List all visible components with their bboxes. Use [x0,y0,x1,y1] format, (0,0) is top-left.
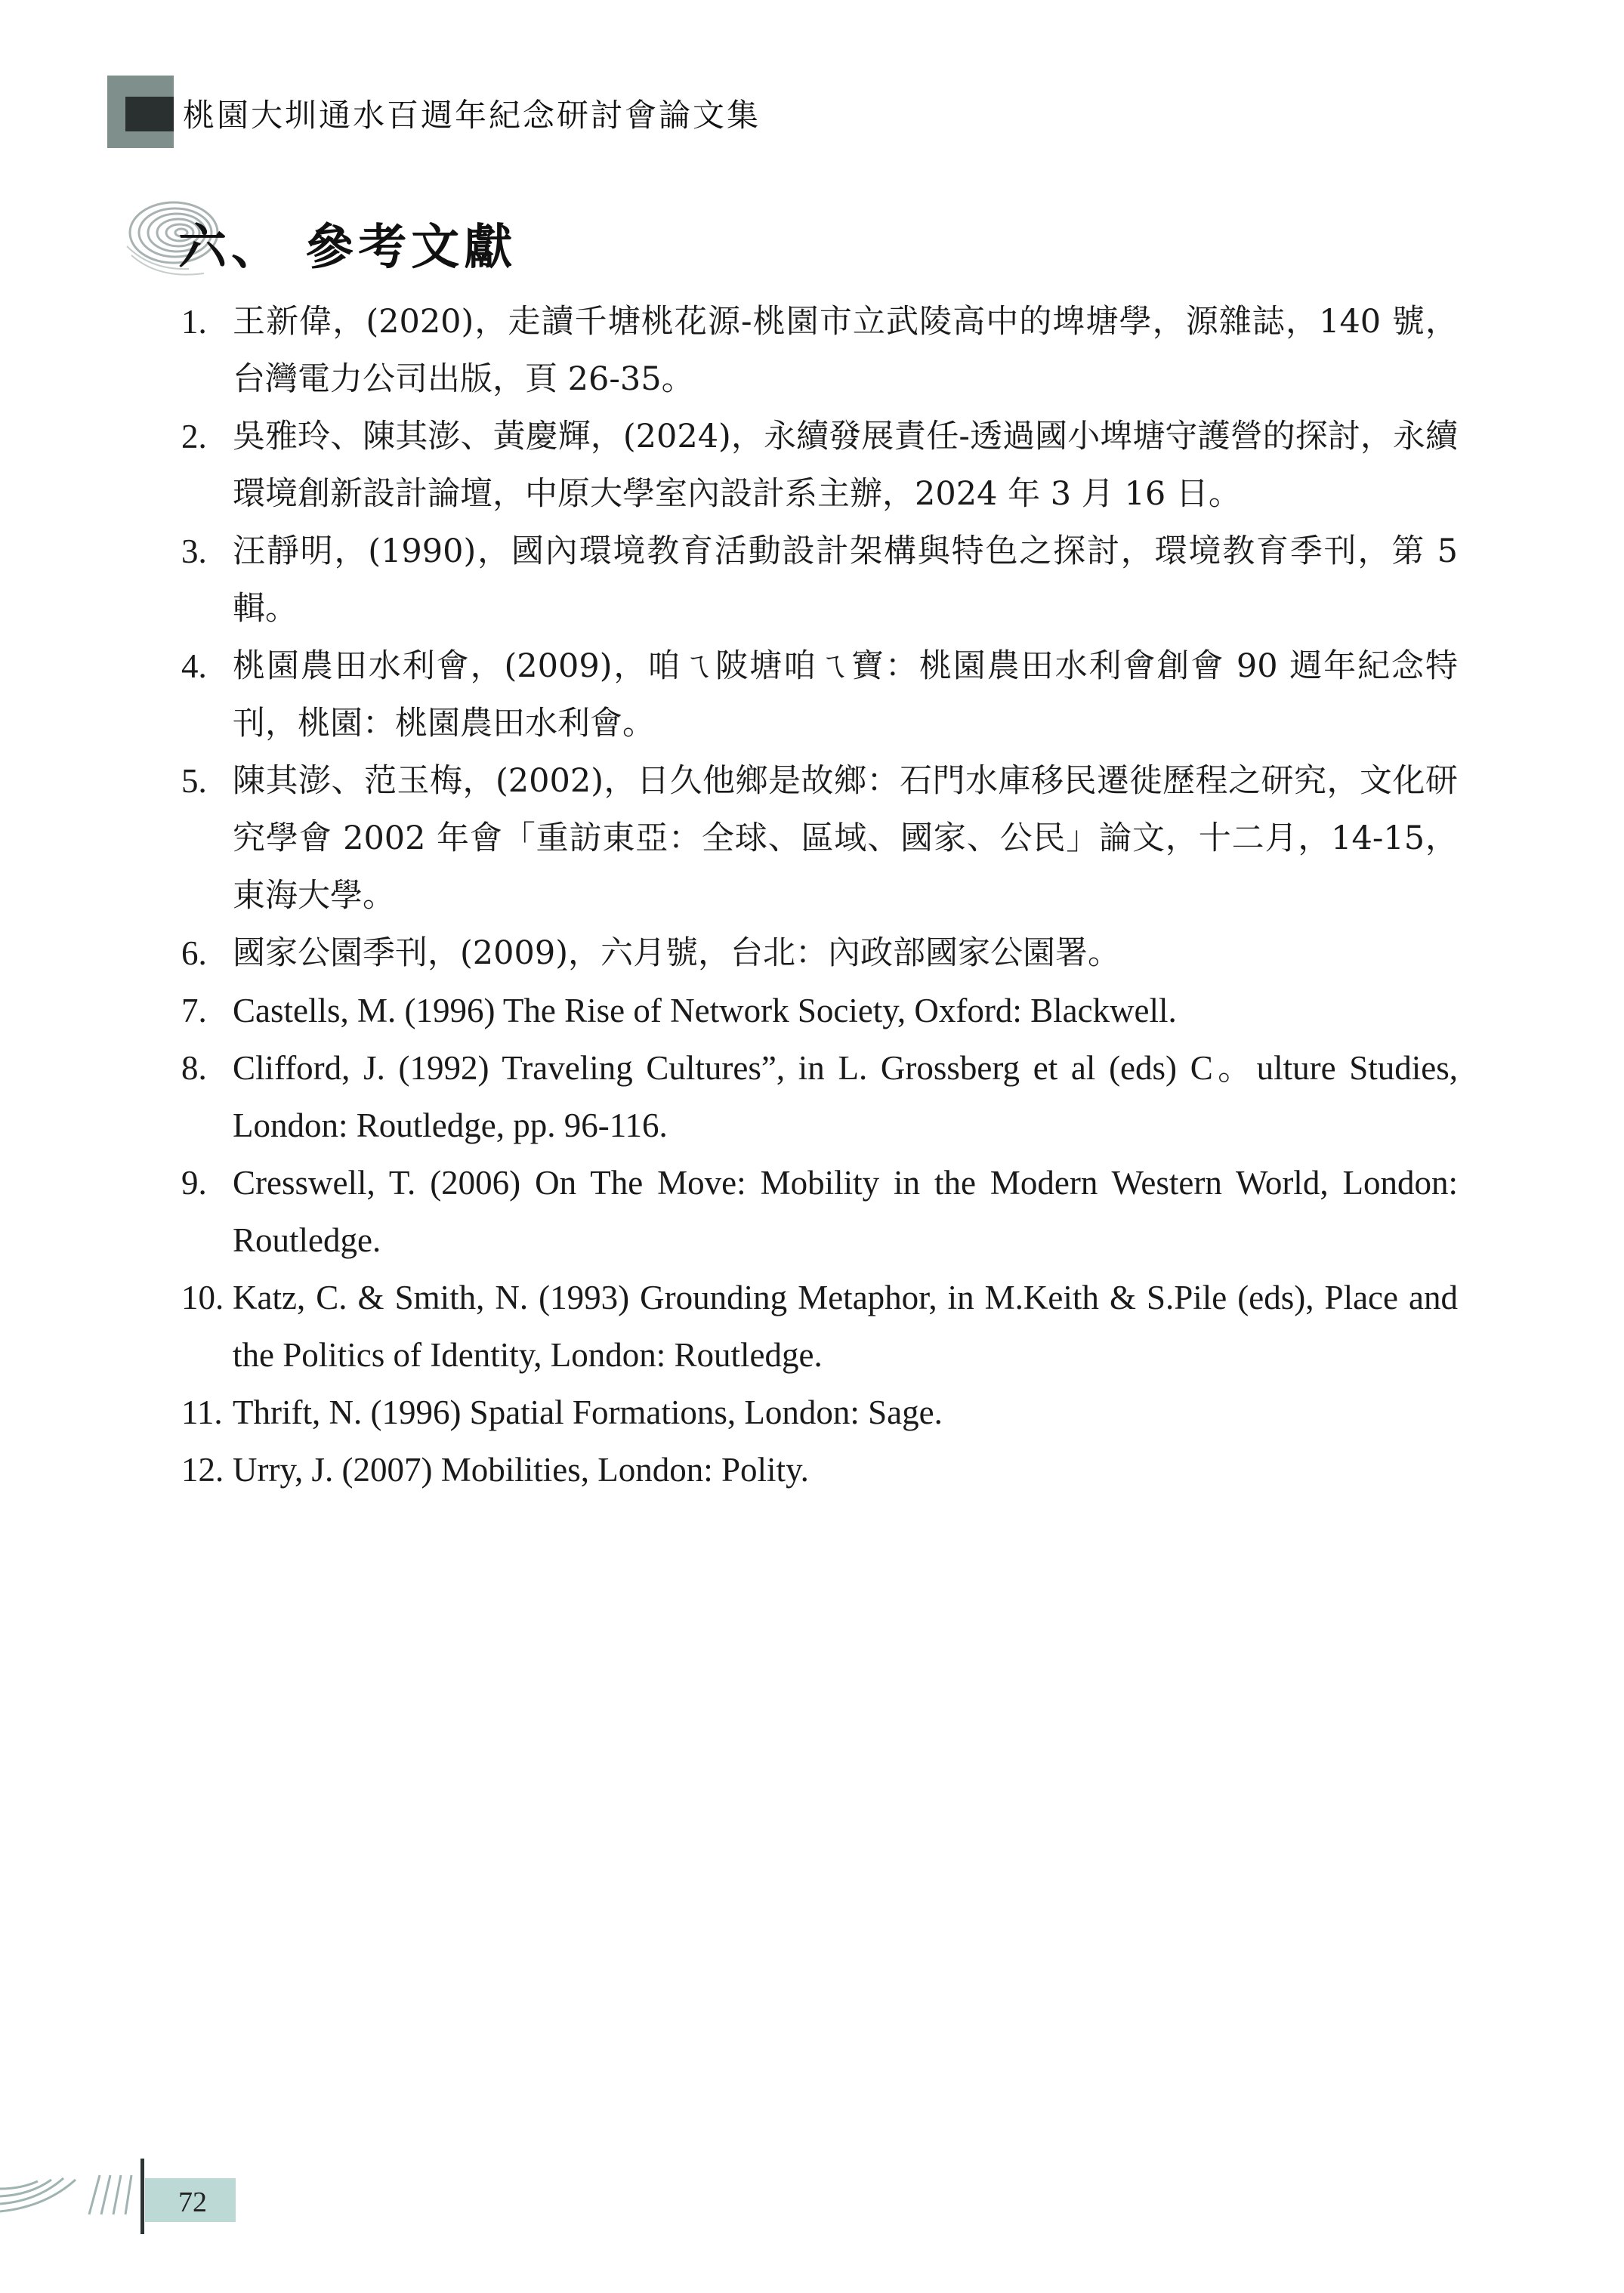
reference-text: Clifford, J. (1992) Traveling Cultures”, in L. Grossberg et al (eds) C。ulture Studies, London: Routledge, pp. 96-116. [233,1049,1458,1144]
reference-item [181,523,1458,637]
reference-item [181,637,1458,752]
reference-item [181,408,1458,523]
reference-number: 3. [181,532,207,570]
book-title: 桃園大圳通水百週年紀念研討會論文集 [183,97,761,134]
reference-item [181,924,1458,982]
reference-text: 王新偉，(2020)，走讀千塘桃花源-桃園市立武陵高中的埤塘學，源雜誌，140 號，台灣電力公司出版，頁 26-35。 [233,303,1458,398]
reference-item [181,293,1458,408]
reference-number: 7. [181,992,207,1029]
footer-divider [140,2159,144,2234]
reference-item [181,1384,1458,1441]
reference-text: 陳其澎、范玉梅，(2002)，日久他鄉是故鄉：石門水庫移民遷徙歷程之研究，文化研究學會 2002 年會「重訪東亞：全球、區域、國家、公民」論文，十二月，14-15，東海大學。 [233,762,1458,915]
page-number-badge [145,2178,236,2222]
running-header [106,74,937,153]
reference-item [181,1039,1458,1154]
reference-text: Katz, C. & Smith, N. (1993) Grounding Metaphor, in M.Keith & S.Pile (eds), Place and the Politics of Identity, London: Routledge. [233,1279,1458,1374]
reference-number: 10. [181,1279,224,1316]
section-title: 六、 參考文獻 [178,219,517,276]
reference-text: Thrift, N. (1996) Spatial Formations, London: Sage. [233,1393,943,1431]
page-number: 72 [178,2187,207,2218]
ripple-lines-icon [0,2166,144,2220]
reference-item [181,1269,1458,1384]
reference-number: 2. [181,418,207,455]
reference-item [181,1441,1458,1498]
reference-number: 4. [181,647,207,685]
header-block-dark [125,97,174,131]
page-footer [0,2159,302,2242]
reference-text: Cresswell, T. (2006) On The Move: Mobility in the Modern Western World, London: Routledge. [233,1164,1458,1259]
reference-number: 11. [181,1393,223,1431]
reference-number: 8. [181,1049,207,1087]
section-heading [121,186,801,284]
reference-number: 9. [181,1164,207,1202]
reference-number: 1. [181,303,207,341]
reference-text: Urry, J. (2007) Mobilities, London: Polity. [233,1451,809,1489]
reference-text: Castells, M. (1996) The Rise of Network Society, Oxford: Blackwell. [233,992,1177,1029]
reference-item [181,982,1458,1039]
reference-text: 國家公園季刊，(2009)，六月號，台北：內政部國家公園署。 [233,934,1120,972]
reference-item [181,1154,1458,1269]
reference-text: 桃園農田水利會，(2009)，咱ㄟ陂塘咱ㄟ寶：桃園農田水利會創會 90 週年紀念特刊，桃園：桃園農田水利會。 [233,647,1458,742]
reference-number: 12. [181,1451,224,1489]
reference-number: 6. [181,934,207,972]
reference-text: 汪靜明，(1990)，國內環境教育活動設計架構與特色之探討，環境教育季刊，第 5 輯。 [233,532,1458,628]
reference-list [181,293,1458,1498]
reference-item [181,752,1458,924]
reference-number: 5. [181,762,207,800]
reference-text: 吳雅玲、陳其澎、黃慶輝，(2024)，永續發展責任-透過國小埤塘守護營的探討，永續環境創新設計論壇，中原大學室內設計系主辦，2024 年 3 月 16 日。 [233,418,1458,513]
